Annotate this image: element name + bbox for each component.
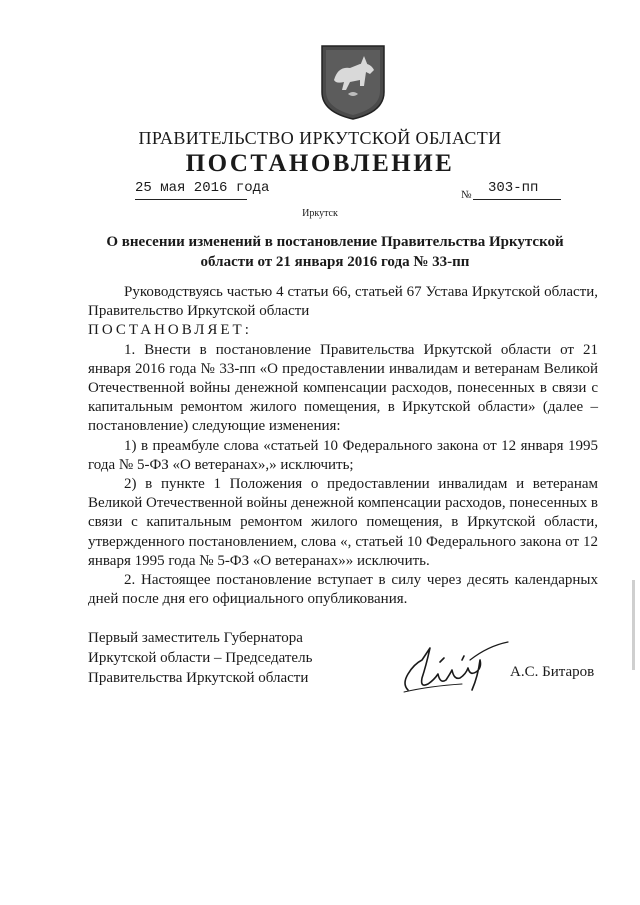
signatory-position-line-1: Первый заместитель Губернатора	[88, 630, 303, 646]
organization-name: ПРАВИТЕЛЬСТВО ИРКУТСКОЙ ОБЛАСТИ	[138, 128, 502, 148]
item-1-sub-1-paragraph: 1) в преамбуле слова «статьей 10 Федерального закона от 12 января 1995 года № 5-ФЗ «О ветеранах»,» исключить;	[88, 437, 598, 473]
item-1-sub-2-paragraph: 2) в пункте 1 Положения о предоставлении инвалидам и ветеранам Великой Отечественной войны денежной компенсации расходов, понесенных в связи с капитальным ремонтом жилого помещения, в Иркутской области, утвержденного постановлением, слова «, статьей 10 Федерального закона от 12 января 1995 года № 5-ФЗ «О ветеранах»» исключить.	[88, 476, 598, 569]
document-number: 303-пп	[488, 180, 539, 196]
document-title	[70, 232, 600, 272]
document-date: 25 мая 2016 года	[135, 180, 270, 196]
signatory-position	[88, 628, 312, 688]
number-underline	[473, 199, 561, 200]
signatory-position-line-3: Правительства Иркутской области	[88, 670, 309, 686]
scan-edge-mark	[632, 580, 635, 670]
preamble-paragraph: Руководствуясь частью 4 статьи 66, статьей 67 Устава Иркутской области, Правительство Иркутской области	[88, 284, 598, 320]
number-sign: №	[461, 189, 472, 201]
document-title-line-1: О внесении изменений в постановление Правительства Иркутской	[106, 234, 564, 250]
date-underline	[135, 199, 247, 200]
document-type-heading: ПОСТАНОВЛЕНИЕ	[185, 150, 455, 177]
document-title-line-2: области от 21 января 2016 года № 33-пп	[200, 254, 470, 270]
item-2-paragraph: 2. Настоящее постановление вступает в силу через десять календарных дней после дня его официального опубликования.	[88, 572, 598, 608]
coat-of-arms-emblem	[320, 40, 386, 120]
signatory-name: А.С. Битаров	[510, 664, 595, 680]
resolves-heading: ПОСТАНОВЛЯЕТ:	[88, 322, 252, 339]
signatory-position-line-2: Иркутской области – Председатель	[88, 650, 313, 666]
document-body	[88, 283, 598, 609]
city-name: Иркутск	[302, 208, 338, 219]
item-1-paragraph: 1. Внести в постановление Правительства Иркутской области от 21 января 2016 года № 33-пп «О предоставлении инвалидам и ветеранам Великой Отечественной войны денежной компенсации расходов, понесенных в связи с капитальным ремонтом жилого помещения, в Иркутской области» (далее – постановление) следующие изменения:	[88, 341, 598, 435]
handwritten-signature	[400, 640, 510, 698]
